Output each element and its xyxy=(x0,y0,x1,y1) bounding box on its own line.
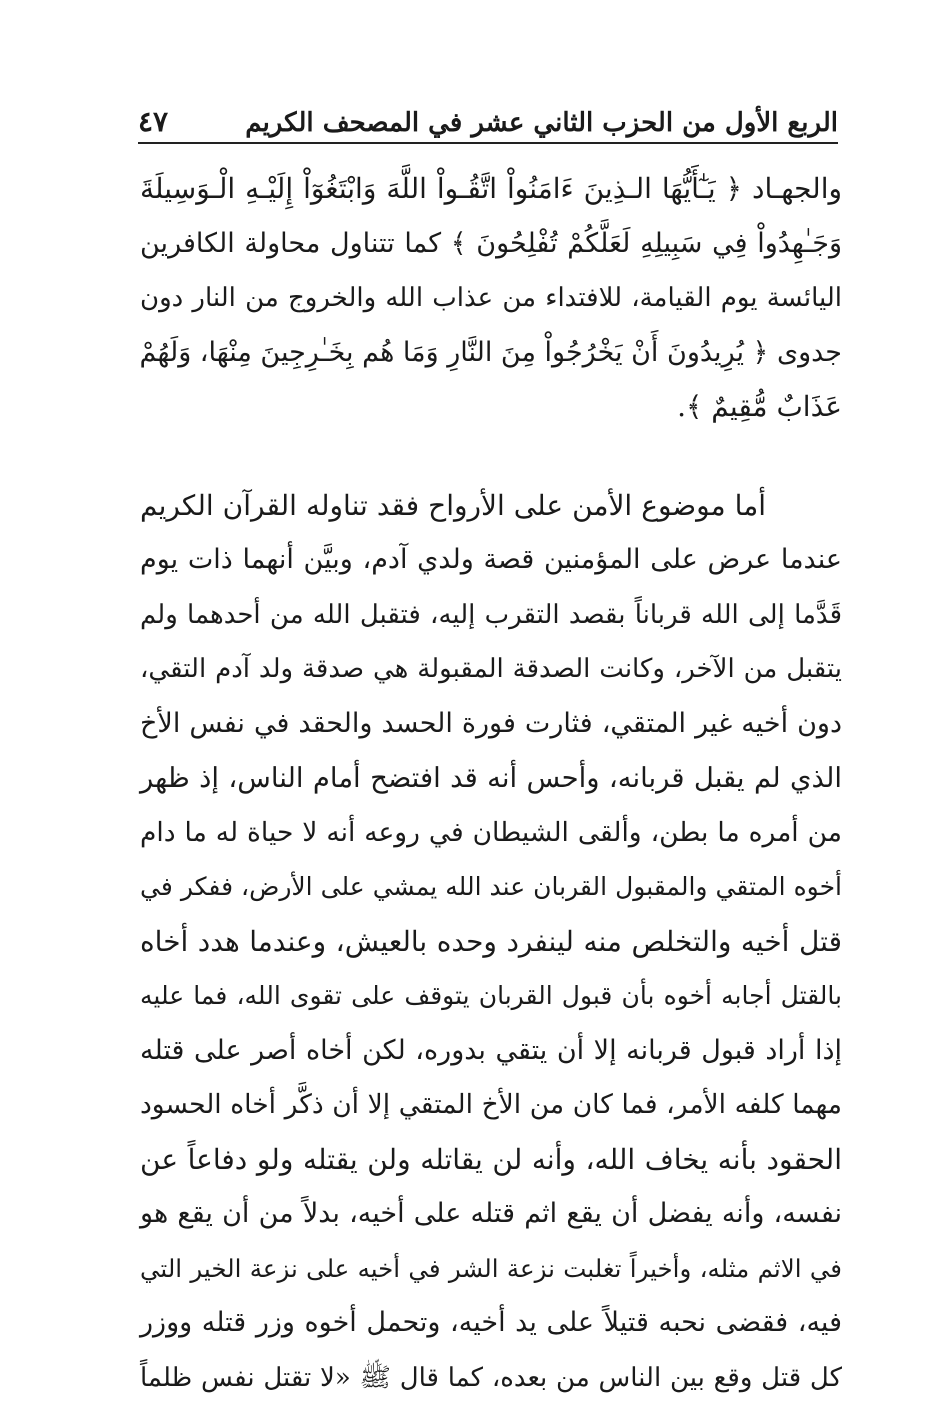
text-line: في الاثم مثله، وأخيراً تغلبت نزعة الشر في أخيه على نزعة الخير التي xyxy=(140,1253,842,1283)
text-line: نفسه، وأنه يفضل أن يقع اثم قتله على أخيه، بدلاً من أن يقع هو xyxy=(140,1198,842,1229)
text-line: وَجَـٰهِدُواْ فِي سَبِيلِهِ لَعَلَّكُمْ تُفْلِحُونَ ﴾ كما تتناول محاولة الكافرين xyxy=(140,227,842,259)
text-line: الحقود بأنه يخاف الله، وأنه لن يقاتله ولن يقتله ولو دفاعاً عن xyxy=(140,1142,842,1176)
text-line: إذا أراد قبول قربانه إلا أن يتقي بدوره، لكن أخاه أصر على قتله xyxy=(140,1034,842,1066)
text-line: عندما عرض على المؤمنين قصة ولدي آدم، وبيَّن أنهما ذات يوم xyxy=(140,544,842,575)
text-line: الذي لم يقبل قربانه، وأحس أنه قد افتضح أمام الناس، إذ ظهر xyxy=(140,762,842,794)
text-line: مهما كلفه الأمر، فما كان من الأخ المتقي إلا أن ذكَّر أخاه الحسود xyxy=(140,1089,842,1120)
text-line: جدوى ﴿ يُرِيدُونَ أَنْ يَخْرُجُواْ مِنَ النَّارِ وَمَا هُم بِخَـٰرِجِينَ مِنْهَا، وَلَهُمْ xyxy=(139,336,842,368)
body-text xyxy=(140,162,842,1405)
text-line: بالقتل أجابه أخوه بأن قبول القربان يتوقف على تقوى الله، فما عليه xyxy=(140,981,842,1010)
running-header xyxy=(138,96,838,144)
text-line: قَدَّما إلى الله قرباناً بقصد التقرب إليه، فتقبل الله من أحدهما ولم xyxy=(140,599,842,630)
page-number: ٤٧ xyxy=(138,105,169,138)
text-line: فيه، فقضى نحبه قتيلاً على يد أخيه، وتحمل أخوه وزر قتله ووزر xyxy=(140,1307,842,1338)
text-line: من أمره ما بطن، وألقى الشيطان في روعه أنه لا حياة له ما دام xyxy=(140,816,842,848)
text-line: اليائسة يوم القيامة، للافتداء من عذاب الله والخروج من النار دون xyxy=(140,283,842,313)
text-line: عَذَابٌ مُّقِيمٌ ﴾. xyxy=(677,390,842,423)
text-line: أما موضوع الأمن على الأرواح فقد تناوله القرآن الكريم xyxy=(140,488,766,522)
text-line: كل قتل وقع بين الناس من بعده، كما قال ﷺ «لا تقتل نفس ظلماً xyxy=(140,1362,842,1393)
paragraph-gap xyxy=(140,435,842,479)
text-line: والجهـاد ﴿ يَـٰٓأَيُّهَا الـذِينَ ءَامَنُواْ اتَّقُـواْ اللَّهَ وَابْتَغُوٓاْ إِلَيْـهِ الْـوَسِيلَةَ xyxy=(140,172,842,205)
text-line: قتل أخيه والتخلص منه لينفرد وحده بالعيش، وعندما هدد أخاه xyxy=(140,924,842,958)
paragraph xyxy=(140,479,842,1406)
paragraph xyxy=(140,162,842,435)
header-title: الربع الأول من الحزب الثاني عشر في المصحف الكريم xyxy=(245,108,838,138)
text-line: أخوه المتقي والمقبول القربان عند الله يمشي على الأرض، ففكر في xyxy=(140,872,842,901)
text-line: دون أخيه غير المتقي، فثارت فورة الحسد والحقد في نفس الأخ xyxy=(140,707,842,739)
text-line: يتقبل من الآخر، وكانت الصدقة المقبولة هي صدقة ولد آدم التقي، xyxy=(140,654,842,684)
